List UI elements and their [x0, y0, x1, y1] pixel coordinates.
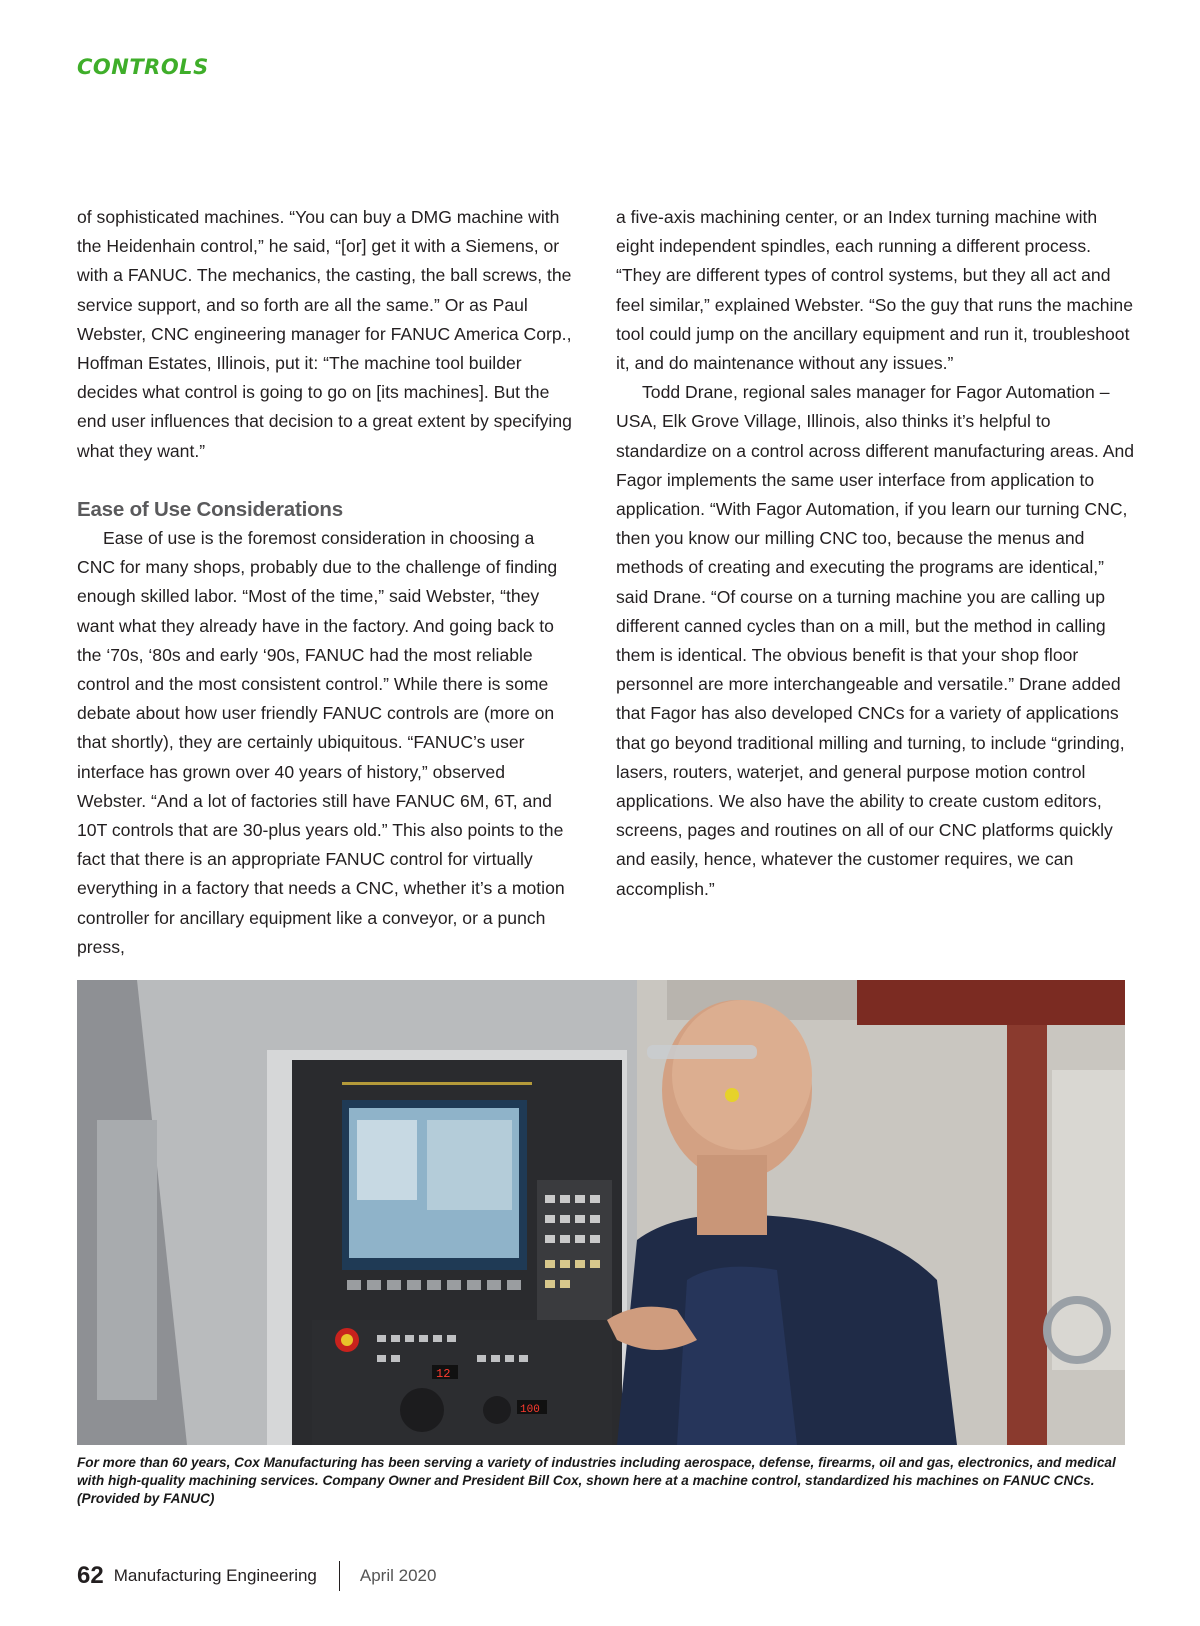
display-digits: 12 [436, 1367, 451, 1381]
right-column [616, 203, 1136, 904]
issue-date: April 2020 [359, 1566, 437, 1585]
display-digits-2: 100 [520, 1404, 540, 1416]
section-label: CONTROLS [77, 55, 209, 79]
left-paragraph-2: Ease of use is the foremost consideration in choosing a CNC for many shops, probably due to the challenge of finding enough skilled labor. “Most of the time,” said Webster, “they want what they already have in the factory. And going back to the ‘70s, ‘80s and early ‘90s, FANUC had the most reliable control and the most consistent control.” While there is some debate about how user friendly FANUC controls are (more on that shortly), they are certainly ubiquitous. “FANUC’s user interface has grown over 40 years of history,” observed Webster. “And a lot of factories still have FANUC 6M, 6T, and 10T controls that are 30-plus years old.” This also points to the fact that there is an appropriate FANUC control for virtually everything in a factory that needs a CNC, whether it’s a motion controller for ancillary equipment like a conveyor, or a punch press, [77, 528, 565, 957]
publication-name: Manufacturing Engineering [113, 1566, 317, 1585]
page-number: 62 [77, 1562, 104, 1589]
cnc-operator-photo [77, 980, 1125, 1445]
left-column [77, 203, 577, 962]
page-footer [77, 1556, 436, 1596]
photo-caption: For more than 60 years, Cox Manufacturing has been serving a variety of industries including aerospace, defense, firearms, oil and gas, electronics, and medical with high-quality machining services. Company Owner and President Bill Cox, shown here at a machine control, standardized his machines on FANUC CNCs. (Provided by FANUC) [77, 1455, 1116, 1506]
photo-illustration [77, 980, 1125, 1445]
footer-divider [339, 1561, 340, 1591]
subheading: Ease of Use Considerations [77, 497, 343, 521]
right-paragraph-1: a five-axis machining center, or an Index turning machine with eight independent spindles, each running a different process. “They are different types of control systems, but they all act and feel similar,” explained Webster. “So the guy that runs the machine tool could jump on the ancillary equipment and run it, troubleshoot it, and do maintenance without any issues.” [616, 207, 1134, 374]
left-paragraph-1: of sophisticated machines. “You can buy a DMG machine with the Heidenhain control,” he said, “[or] get it with a Siemens, or with a FANUC. The mechanics, the casting, the ball screws, the service support, and so forth are all the same.” Or as Paul Webster, CNC engineering manager for FANUC America Corp., Hoffman Estates, Illinois, put it: “The machine tool builder decides what control is going to go on [its machines]. But the end user influences that decision to a great extent by specifying what they want.” [77, 207, 572, 461]
right-paragraph-2: Todd Drane, regional sales manager for Fagor Automation –USA, Elk Grove Village, Illinois, also thinks it’s helpful to standardize on a control across different manufacturing areas. And Fagor implements the same user interface from application to application. “With Fagor Automation, if you learn our turning CNC, then you know our milling CNC too, because the menus and methods of creating and executing the programs are identical,” said Drane. “Of course on a turning machine you are calling up different canned cycles than on a mill, but the method in calling them is identical. The obvious benefit is that your shop floor personnel are more interchangeable and versatile.” Drane added that Fagor has also developed CNCs for a variety of applications that go beyond traditional milling and turning, to include “grinding, lasers, routers, waterjet, and general purpose motion control applications. We also have the ability to create custom editors, screens, pages and routines on all of our CNC platforms quickly and easily, hence, whatever the customer requires, we can accomplish.” [616, 382, 1135, 899]
